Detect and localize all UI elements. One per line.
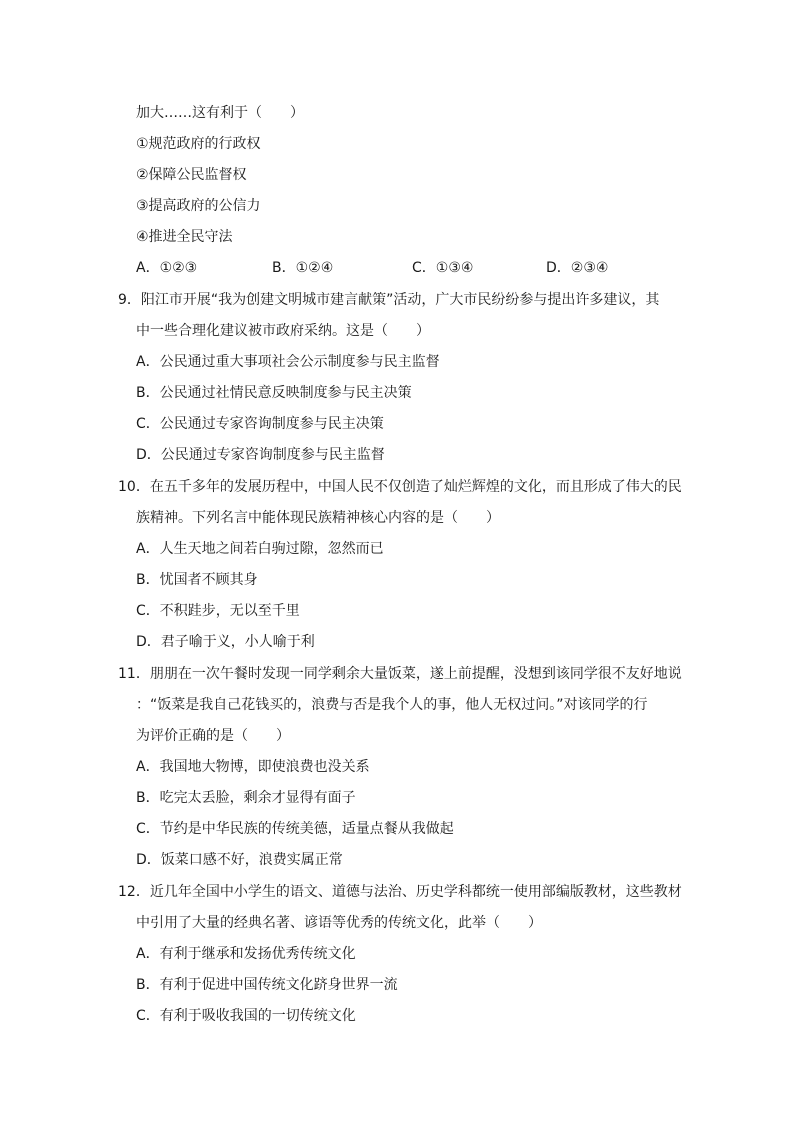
q10-option-d: D．君子喻于义，小人喻于利 — [136, 634, 315, 650]
q8-item-2: ②保障公民监督权 — [136, 167, 247, 183]
q11-option-d: D．饭菜口感不好，浪费实属正常 — [136, 852, 343, 868]
q10-stem-line2: 族精神。下列名言中能体现民族精神核心内容的是（ ） — [136, 510, 500, 526]
q9-stem-line2: 中一些合理化建议被市政府采纳。这是（ ） — [136, 323, 430, 339]
q8-option-c: C．①③④ — [412, 260, 474, 276]
q8-item-3: ③提高政府的公信力 — [136, 198, 261, 214]
q8-option-a: A．①②③ — [136, 260, 198, 276]
q12-option-a: A．有利于继承和发扬优秀传统文化 — [136, 946, 356, 962]
q11-option-b: B．吃完太丢脸，剩余才显得有面子 — [136, 790, 356, 806]
q10-option-b: B．忧国者不顾其身 — [136, 572, 258, 588]
q9-option-b: B．公民通过社情民意反映制度参与民主决策 — [136, 385, 412, 401]
q9-option-a: A．公民通过重大事项社会公示制度参与民主监督 — [136, 354, 440, 370]
q12-option-c: C．有利于吸收我国的一切传统文化 — [136, 1008, 356, 1024]
q9-option-c: C．公民通过专家咨询制度参与民主决策 — [136, 416, 384, 432]
q9-option-d: D．公民通过专家咨询制度参与民主监督 — [136, 447, 385, 463]
q12-stem-line2: 中引用了大量的经典名著、谚语等优秀的传统文化，此举（ ） — [136, 915, 542, 931]
q11-stem-line2: ：“饭菜是我自己花钱买的，浪费与否是我个人的事，他人无权过问。”对该同学的行 — [136, 697, 648, 713]
q8-option-d: D．②③④ — [546, 260, 609, 276]
q10-option-a: A．人生天地之间若白驹过隙，忽然而已 — [136, 541, 384, 557]
q8-continuation: 加大……这有利于（ ） — [136, 105, 304, 121]
q8-option-b: B．①②④ — [272, 260, 334, 276]
q10-option-c: C．不积跬步，无以至千里 — [136, 603, 300, 619]
q11-option-c: C．节约是中华民族的传统美德，适量点餐从我做起 — [136, 821, 454, 837]
q12-stem-line1: 12．近几年全国中小学生的语文、道德与法治、历史学科都统一使用部编版教材，这些教材 — [118, 884, 682, 900]
q11-stem-line1: 11．朋朋在一次午餐时发现一同学剩余大量饭菜，遂上前提醒，没想到该同学很不友好地说 — [118, 666, 682, 682]
q11-stem-line3: 为评价正确的是（ ） — [136, 728, 290, 744]
q10-stem-line1: 10．在五千多年的发展历程中，中国人民不仅创造了灿烂辉煌的文化，而且形成了伟大的民 — [118, 479, 682, 495]
q9-stem-line1: 9．阳江市开展“我为创建文明城市建言献策”活动，广大市民纷纷参与提出许多建议，其 — [118, 292, 660, 308]
q12-option-b: B．有利于促进中国传统文化跻身世界一流 — [136, 977, 398, 993]
q8-item-4: ④推进全民守法 — [136, 229, 233, 245]
q11-option-a: A．我国地大物博，即使浪费也没关系 — [136, 759, 370, 775]
q8-options-row — [0, 258, 794, 278]
q8-item-1: ①规范政府的行政权 — [136, 136, 261, 152]
